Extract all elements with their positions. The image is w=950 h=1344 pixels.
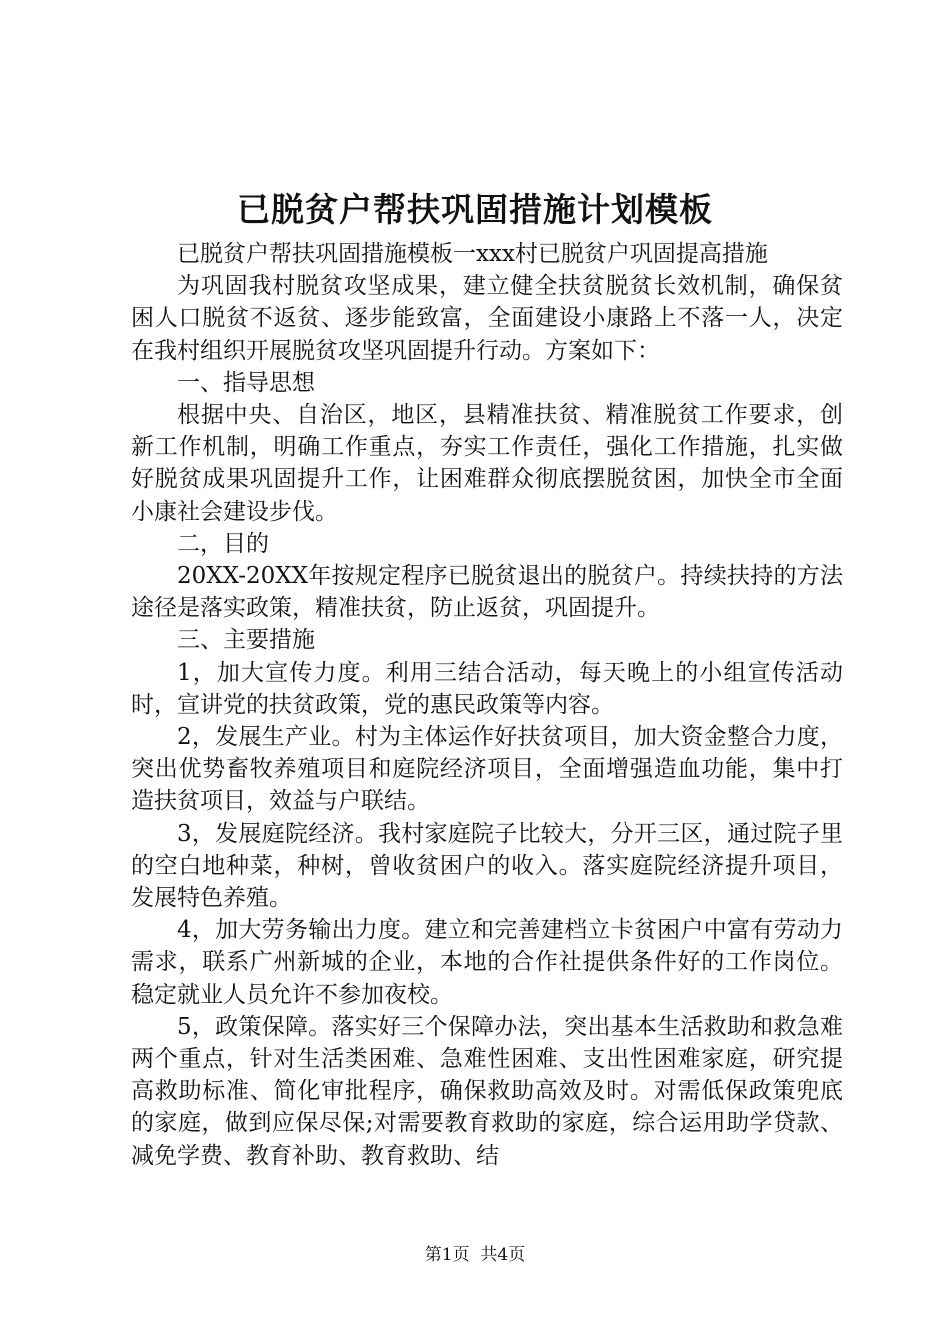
page-number-footer: 第1页 共4页 (424, 1245, 526, 1265)
section-heading-purpose: 二，目的 (177, 530, 269, 557)
section-heading-main-measures: 三、主要措施 (177, 627, 315, 654)
measure-item-3: 3，发展庭院经济。我村家庭院子比较大，分开三区，通过院子里的空白地种菜，种树，曾收贫困户的收入。落实庭院经济提升项目，发展特色养殖。 (131, 820, 843, 912)
measure-item-5: 5，政策保障。落实好三个保障办法，突出基本生活救助和救急难两个重点，针对生活类困难、急难性困难、支出性困难家庭，研究提高救助标准、简化审批程序，确保救助高效及时。对需低保政策兜底的家庭，做到应保尽保;对需要教育救助的家庭，综合运用助学贷款、减免学费、教育补助、教育救助、结 (131, 1013, 843, 1169)
measure-item-2: 2，发展生产业。村为主体运作好扶贫项目，加大资金整合力度，突出优势畜牧养殖项目和庭院经济项目，全面增强造血功能，集中打造扶贫项目，效益与户联结。 (131, 724, 843, 815)
document-body (131, 238, 843, 1172)
paragraph-subtitle: 已脱贫户帮扶巩固措施模板一xxx村已脱贫户巩固提高措施 (177, 241, 768, 267)
measure-item-1: 1，加大宣传力度。利用三结合活动，每天晚上的小组宣传活动时，宣讲党的扶贫政策，党的惠民政策等内容。 (131, 659, 843, 718)
paragraph-purpose: 20XX-20XX年按规定程序已脱贫退出的脱贫户。持续扶持的方法途径是落实政策，精准扶贫，防止返贫，巩固提升。 (131, 563, 843, 622)
measure-item-4: 4，加大劳务输出力度。建立和完善建档立卡贫困户中富有劳动力需求，联系广州新城的企业，本地的合作社提供条件好的工作岗位。稳定就业人员允许不参加夜校。 (131, 917, 843, 1008)
paragraph-guiding-ideology: 根据中央、自治区，地区，县精准扶贫、精准脱贫工作要求，创新工作机制，明确工作重点，夯实工作责任，强化工作措施，扎实做好脱贫成果巩固提升工作，让困难群众彻底摆脱贫困，加快全市全面小康社会建设步伐。 (131, 402, 843, 525)
paragraph-intro: 为巩固我村脱贫攻坚成果，建立健全扶贫脱贫长效机制，确保贫困人口脱贫不返贫、逐步能致富，全面建设小康路上不落一人，决定在我村组织开展脱贫攻坚巩固提升行动。方案如下： (131, 273, 843, 364)
document-title: 已脱贫户帮扶巩固措施计划模板 (237, 190, 713, 229)
section-heading-guiding-ideology: 一、指导思想 (177, 369, 315, 396)
